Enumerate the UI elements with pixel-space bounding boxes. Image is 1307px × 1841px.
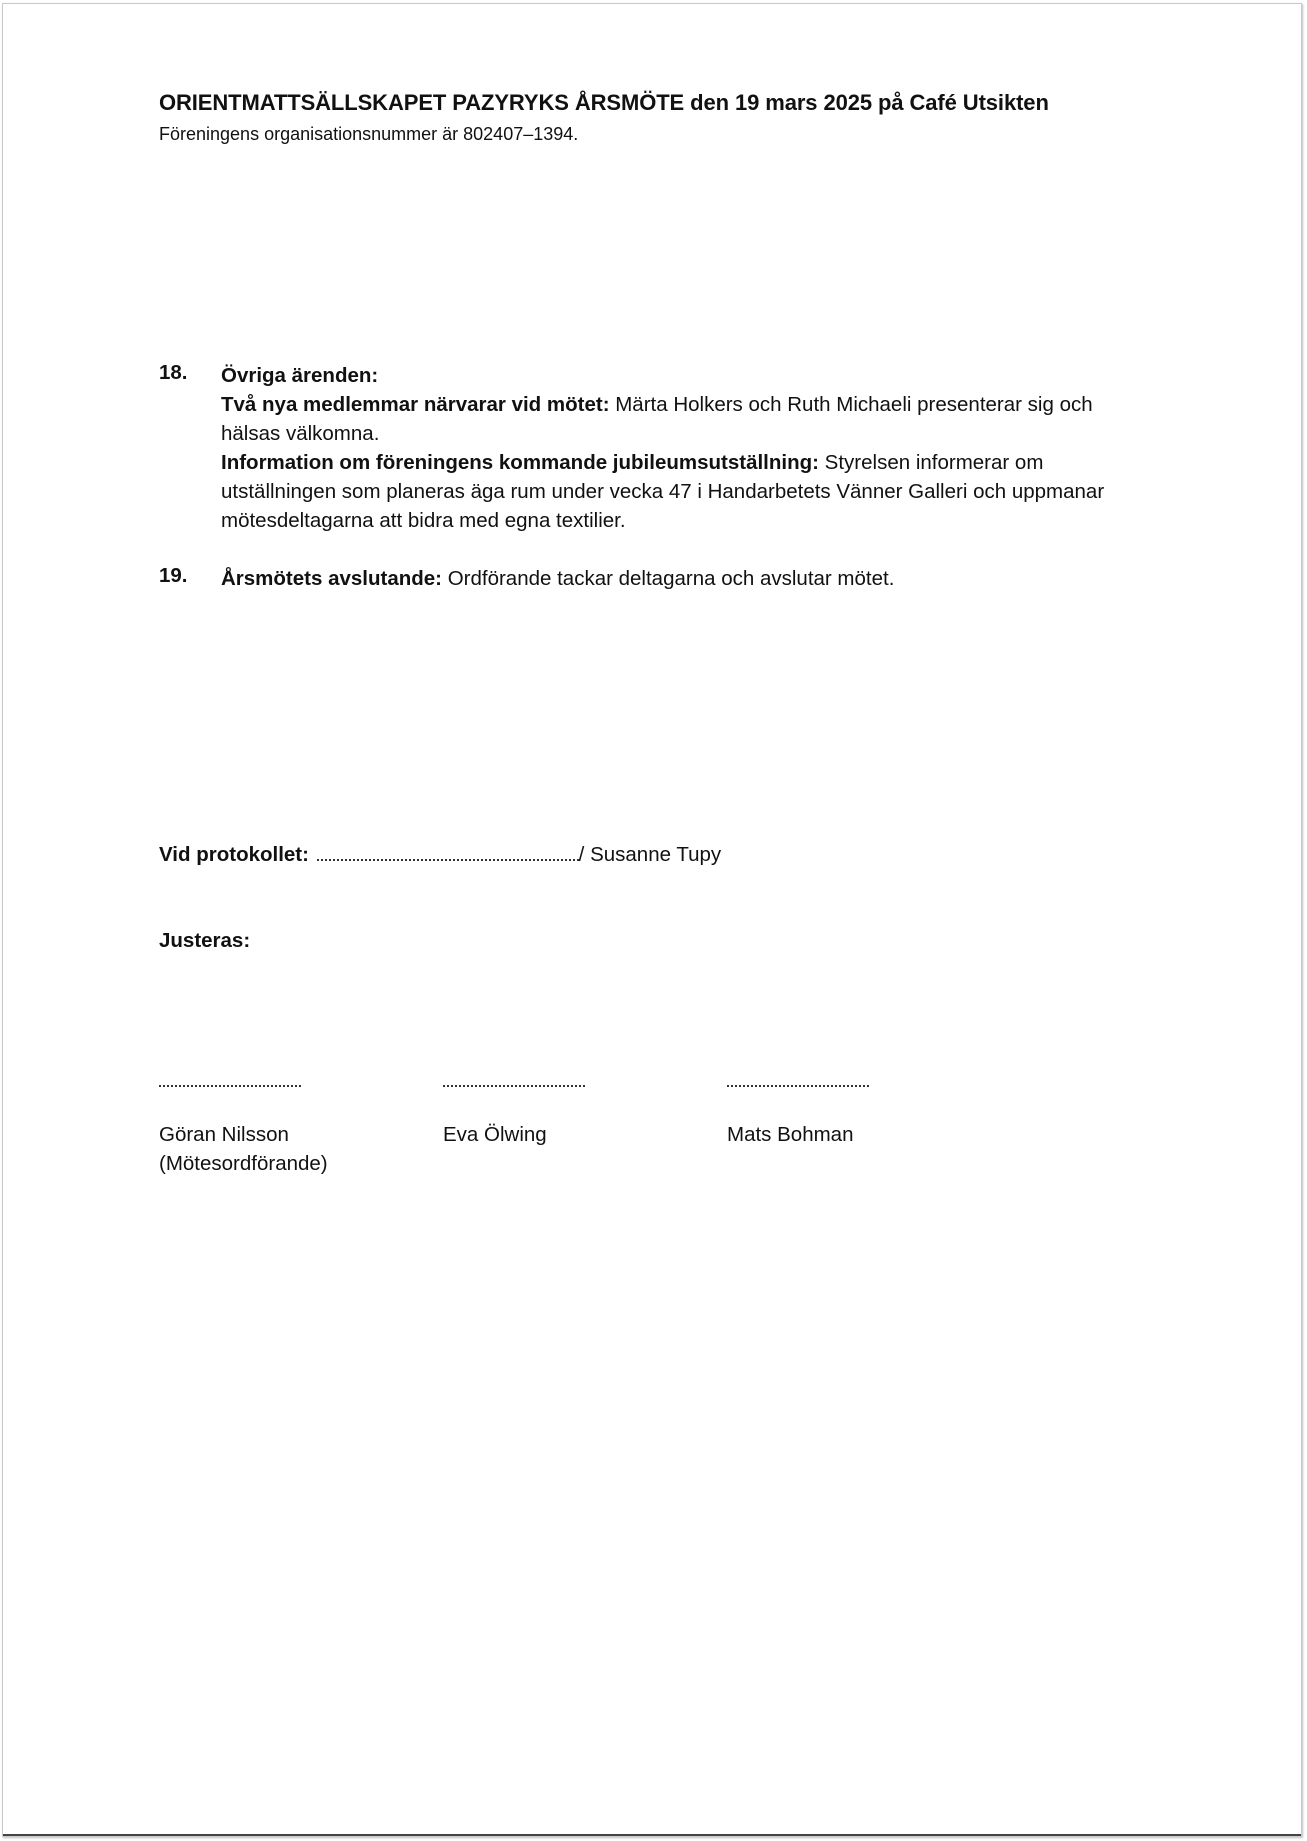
signatory-name: Göran Nilsson [159, 1123, 289, 1146]
signatory-name: Eva Ölwing [443, 1123, 547, 1146]
item-19 [221, 564, 1131, 593]
protocol-signature-line [159, 840, 721, 869]
signatory-name: Mats Bohman [727, 1123, 854, 1146]
paragraph-text: Märta Holkers och Ruth Michaeli presenterar sig och hälsas välkomna. [221, 393, 1093, 445]
org-number-line: Föreningens organisationsnummer är 802407–1394. [159, 124, 579, 144]
document-title: ORIENTMATTSÄLLSKAPET PAZYRYKS ÅRSMÖTE den 19 mars 2025 på Café Utsikten [159, 90, 1049, 115]
item-paragraph [221, 390, 1131, 448]
signature-dotted-line [727, 1085, 869, 1087]
document-page [2, 3, 1302, 1837]
item-heading: Övriga ärenden: [221, 364, 379, 387]
paragraph-lead: Årsmötets avslutande: [221, 567, 443, 590]
item-paragraph [221, 448, 1131, 535]
item-number-18: 18. [159, 361, 188, 384]
signature-dotted-line [443, 1085, 585, 1087]
signatory [727, 1120, 853, 1149]
page-bottom-border [3, 1834, 1301, 1836]
signatory-role: (Mötesordförande) [159, 1152, 328, 1175]
paragraph-lead: Två nya medlemmar närvarar vid mötet: [221, 393, 610, 416]
signature-dotted-line [159, 1085, 301, 1087]
paragraph-lead: Information om föreningens kommande jubileumsutställning: [221, 451, 819, 474]
item-number-19: 19. [159, 564, 188, 587]
item-18 [221, 361, 1131, 535]
signature-dotted-line [317, 859, 579, 861]
adjusted-label: Justeras: [159, 929, 251, 952]
paragraph-text: Styrelsen informerar om utställningen som planeras äga rum under vecka 47 i Handarbetets Vänner Galleri och uppmanar mötesdeltagarna att bidra med egna textilier. [221, 451, 1105, 532]
signatory [443, 1120, 547, 1149]
protocol-label: Vid protokollet: [159, 843, 309, 866]
signatory [159, 1120, 328, 1178]
paragraph-text: Ordförande tackar deltagarna och avslutar mötet. [442, 567, 895, 590]
protocol-signer: / Susanne Tupy [578, 843, 722, 866]
